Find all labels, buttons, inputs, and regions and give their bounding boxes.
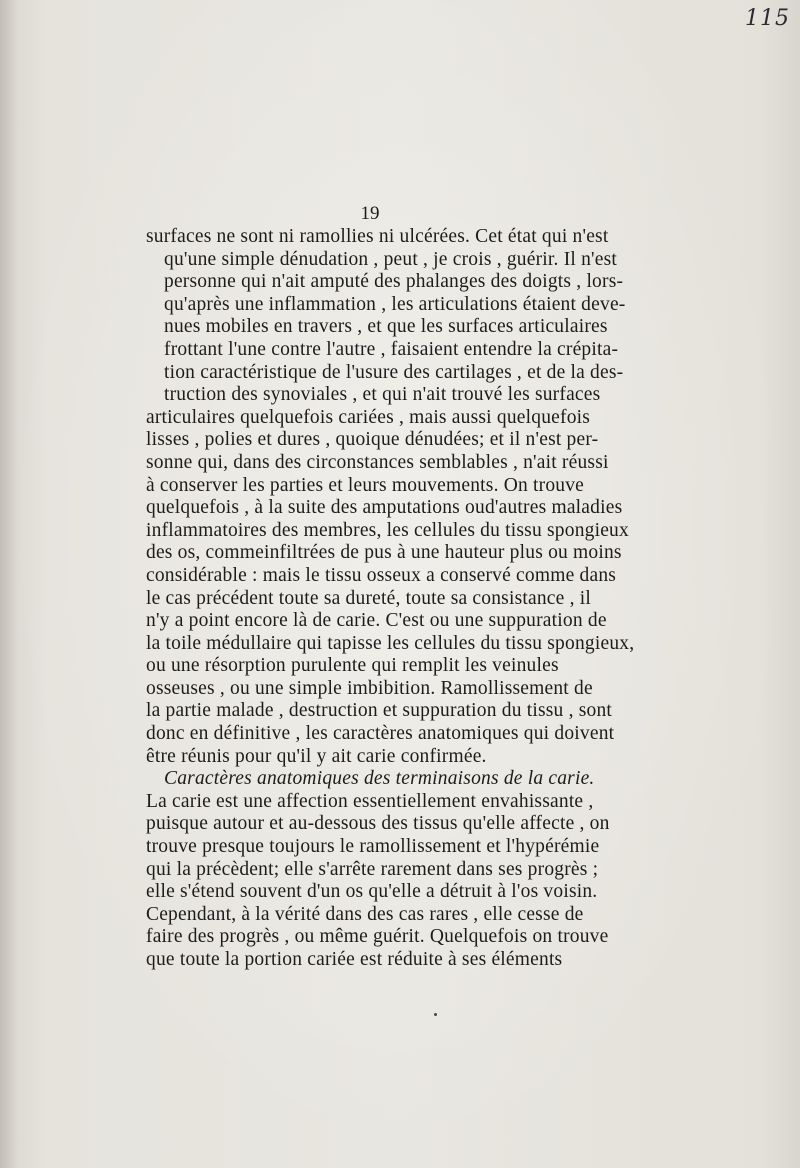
text-line: sonne qui, dans des circonstances semblables , n'ait réussi xyxy=(146,451,609,473)
text-line: n'y a point encore là de carie. C'est ou une suppuration de xyxy=(146,610,607,632)
section-heading: Caractères anatomiques des terminaisons de la carie. xyxy=(164,768,595,790)
text-line: le cas précédent toute sa dureté, toute sa consistance , il xyxy=(146,587,591,609)
text-line: ou une résorption purulente qui remplit les veinules xyxy=(146,655,559,677)
text-line: osseuses , ou une simple imbibition. Ramollissement de xyxy=(146,677,593,699)
text-line: nues mobiles en travers , et que les surfaces articulaires xyxy=(164,316,608,338)
text-line: personne qui n'ait amputé des phalanges des doigts , lors- xyxy=(164,271,624,293)
ink-speck xyxy=(434,1013,437,1016)
text-line: puisque autour et au-dessous des tissus qu'elle affecte , on xyxy=(146,813,610,835)
handwritten-folio-mark: 115 xyxy=(745,6,790,31)
text-line: qu'une simple dénudation , peut , je crois , guérir. Il n'est xyxy=(164,248,618,270)
text-line: la partie malade , destruction et suppuration du tissu , sont xyxy=(146,700,613,722)
text-line: surfaces ne sont ni ramollies ni ulcérées. Cet état qui n'est xyxy=(146,226,609,247)
gutter-shadow xyxy=(0,0,18,1168)
text-line: trouve presque toujours le ramollissement et l'hypérémie xyxy=(146,836,600,858)
text-line: faire des progrès , ou même guérit. Quelquefois on trouve xyxy=(146,926,609,948)
text-line: considérable : mais le tissu osseux a conservé comme dans xyxy=(146,564,617,586)
text-line: être réunis pour qu'il y ait carie confirmée. xyxy=(146,745,487,767)
text-line: la toile médullaire qui tapisse les cellules du tissu spongieux, xyxy=(146,632,635,654)
text-line: tion caractéristique de l'usure des cartilages , et de la des- xyxy=(164,361,624,383)
text-line: qu'après une inflammation , les articulations étaient deve- xyxy=(164,293,626,315)
text-line: des os, commeinfiltrées de pus à une hauteur plus ou moins xyxy=(146,542,622,564)
body-text xyxy=(146,226,786,972)
text-line: donc en définitive , les caractères anatomiques qui doivent xyxy=(146,723,615,745)
text-line: frottant l'une contre l'autre , faisaient entendre la crépita- xyxy=(164,338,619,360)
text-line: Cependant, à la vérité dans des cas rares , elle cesse de xyxy=(146,903,584,925)
text-line: truction des synoviales , et qui n'ait trouvé les surfaces xyxy=(164,384,601,406)
text-line: quelquefois , à la suite des amputations oud'autres maladies xyxy=(146,497,623,519)
text-line: que toute la portion cariée est réduite à ses éléments xyxy=(146,949,563,970)
text-line: articulaires quelquefois cariées , mais aussi quelquefois xyxy=(146,406,591,428)
text-line: qui la précèdent; elle s'arrête rarement dans ses progrès ; xyxy=(146,858,599,880)
text-line: elle s'étend souvent d'un os qu'elle a détruit à l'os voisin. xyxy=(146,881,598,903)
page-number: 19 xyxy=(360,203,380,224)
text-line: inflammatoires des membres, les cellules du tissu spongieux xyxy=(146,519,629,541)
text-line: La carie est une affection essentiellement envahissante , xyxy=(146,790,594,812)
text-line: lisses , polies et dures , quoique dénudées; et il n'est per- xyxy=(146,429,599,451)
text-line: à conserver les parties et leurs mouvements. On trouve xyxy=(146,474,585,496)
